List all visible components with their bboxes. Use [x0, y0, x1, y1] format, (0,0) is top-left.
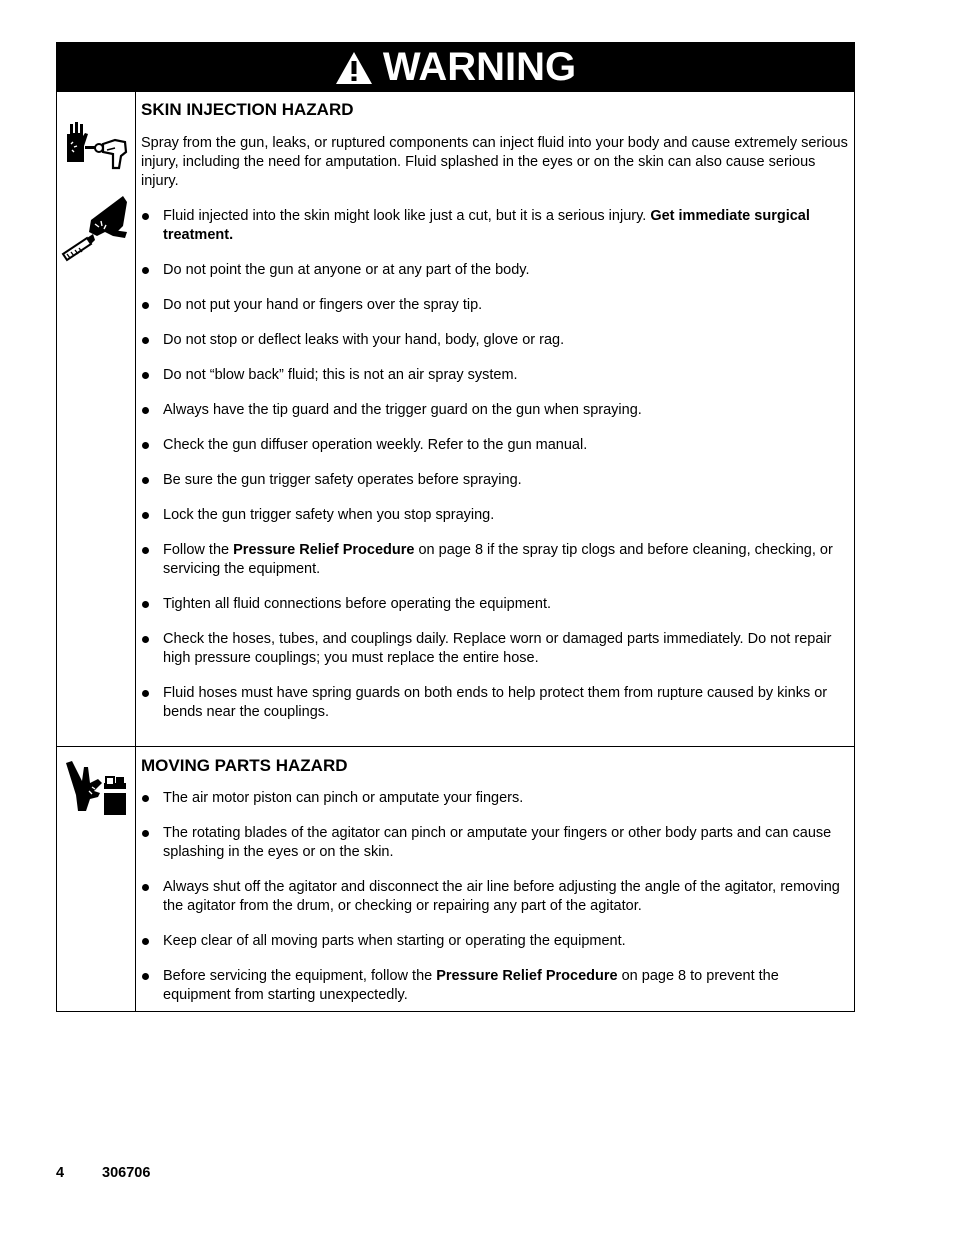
list-item: Fluid hoses must have spring guards on both ends to help protect them from rupture caused by kinks or bends near the couplings. — [141, 684, 848, 722]
warning-table — [56, 42, 855, 1012]
moving-parts-title: MOVING PARTS HAZARD — [141, 756, 348, 775]
list-item — [141, 967, 848, 1005]
warning-title: WARNING — [382, 45, 577, 89]
list-item: Do not stop or deflect leaks with your hand, body, glove or rag. — [141, 331, 848, 350]
moving-parts-icon-column — [57, 747, 136, 1011]
skin-injection-intro: Spray from the gun, leaks, or ruptured components can inject fluid into your body and cause extremely serious injury, including the need for amputation. Fluid splashed in the eyes or on the skin can also cause serious injury. — [141, 135, 848, 189]
skin-injection-content — [136, 92, 854, 746]
list-item: Lock the gun trigger safety when you stop spraying. — [141, 506, 848, 525]
hand-injection-icon — [61, 196, 131, 262]
list-item: Do not point the gun at anyone or at any part of the body. — [141, 261, 848, 280]
document-number: 306706 — [102, 1165, 151, 1181]
list-item — [141, 541, 848, 579]
list-item: Be sure the gun trigger safety operates before spraying. — [141, 471, 848, 490]
bullet-bold-text: Get immediate surgical treatment. — [163, 208, 810, 243]
bullet-text: Fluid injected into the skin might look like just a cut, but it is a serious injury. — [163, 208, 651, 224]
warning-triangle-icon — [335, 51, 373, 85]
list-item: Check the gun diffuser operation weekly. Refer to the gun manual. — [141, 436, 848, 455]
hand-spray-gun-icon — [63, 120, 129, 172]
list-item: Do not put your hand or fingers over the spray tip. — [141, 296, 848, 315]
list-item: The air motor piston can pinch or amputate your fingers. — [141, 789, 848, 808]
list-item: Always shut off the agitator and disconnect the air line before adjusting the angle of the agitator, removing the agitator from the drum, or checking or repairing any part of the agitator. — [141, 878, 848, 916]
bullet-text: on page 8 if the spray tip clogs and before cleaning, checking, or servicing the equipment. — [163, 542, 833, 577]
list-item: Always have the tip guard and the trigger guard on the gun when spraying. — [141, 401, 848, 420]
list-item: Tighten all fluid connections before operating the equipment. — [141, 595, 848, 614]
bullet-text: Follow the — [163, 542, 234, 558]
skin-injection-section — [57, 92, 854, 746]
moving-parts-bullets — [141, 789, 848, 1005]
bullet-bold-text: Pressure Relief Procedure — [436, 968, 618, 984]
skin-injection-bullets — [141, 207, 848, 722]
list-item: The rotating blades of the agitator can pinch or amputate your fingers or other body parts and can cause splashing in the eyes or on the skin. — [141, 824, 848, 862]
list-item: Check the hoses, tubes, and couplings daily. Replace worn or damaged parts immediately. Do not repair high pressure couplings; you must replace the entire hose. — [141, 630, 848, 668]
hand-pinch-icon — [64, 759, 130, 817]
skin-injection-title: SKIN INJECTION HAZARD — [141, 100, 354, 119]
bullet-text: on page 8 to prevent the equipment from starting unexpectedly. — [163, 968, 779, 1003]
moving-parts-section — [57, 746, 854, 1011]
moving-parts-content — [136, 747, 854, 1011]
list-item — [141, 207, 848, 245]
list-item: Keep clear of all moving parts when starting or operating the equipment. — [141, 932, 848, 951]
page-number: 4 — [56, 1165, 65, 1181]
bullet-text: Before servicing the equipment, follow the — [163, 968, 437, 984]
skin-injection-icon-column — [57, 92, 136, 746]
list-item: Do not “blow back” fluid; this is not an air spray system. — [141, 366, 848, 385]
page-footer — [56, 1165, 150, 1181]
warning-header — [57, 43, 854, 92]
bullet-bold-text: Pressure Relief Procedure — [233, 542, 415, 558]
